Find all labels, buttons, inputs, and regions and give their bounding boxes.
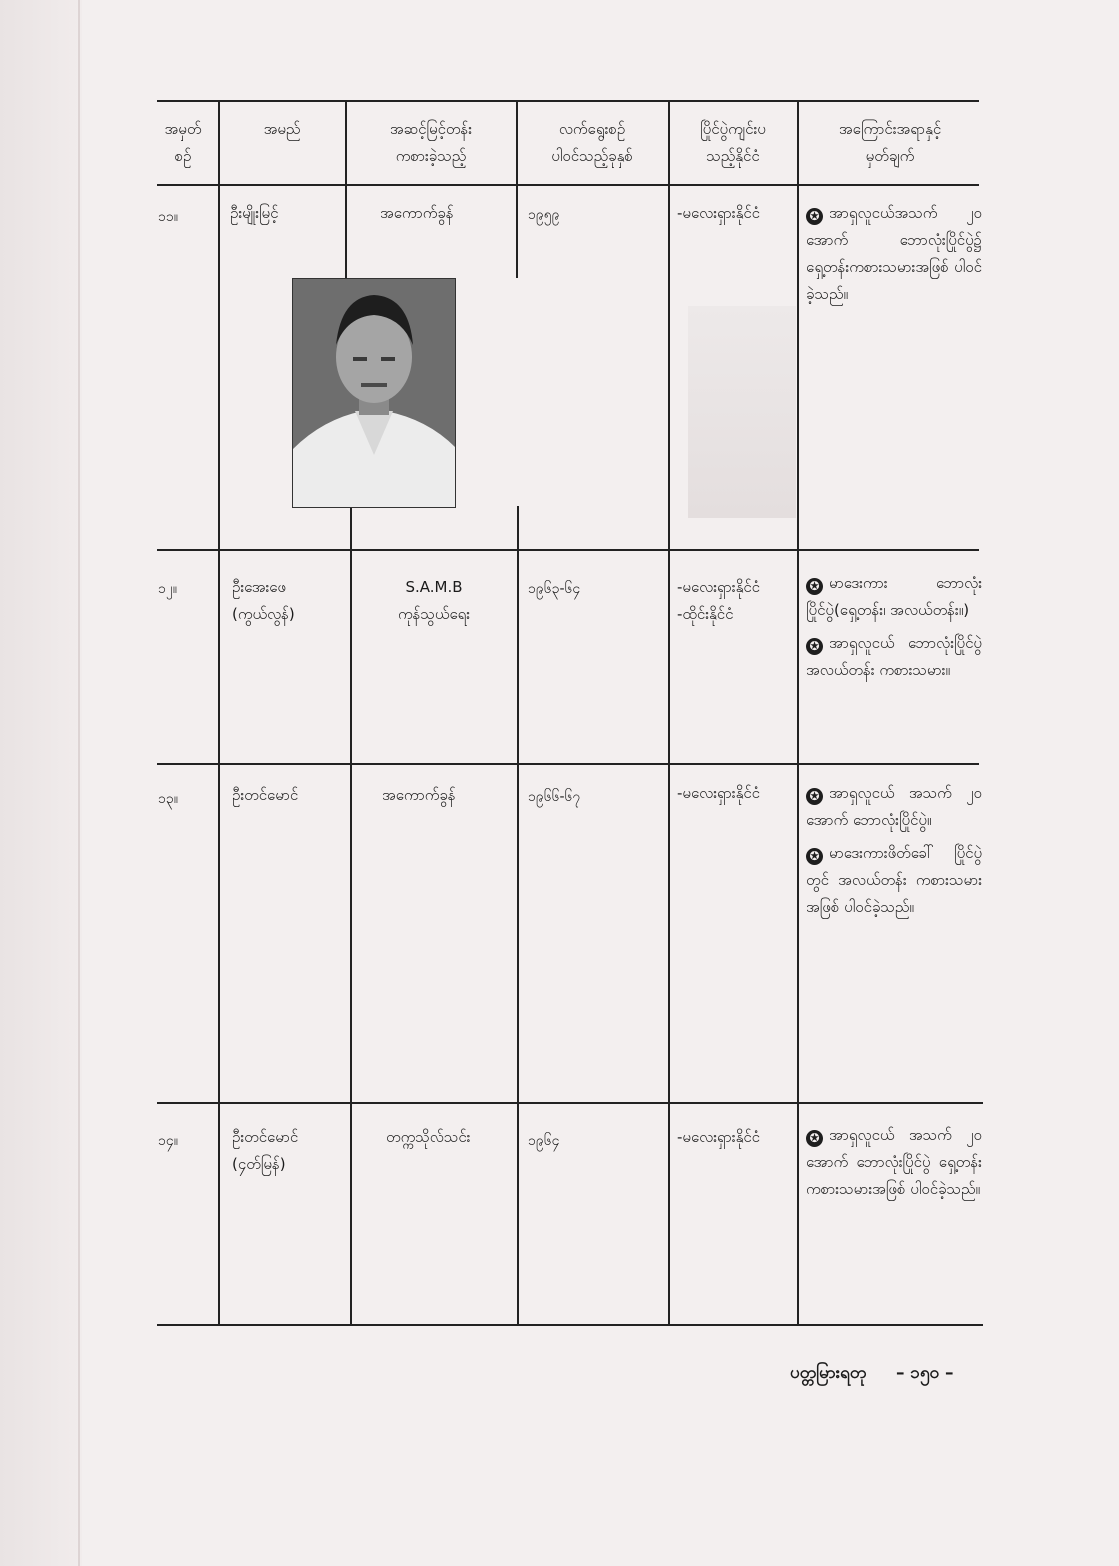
row1-country: -မလေးရှားနိုင်ငံ <box>677 204 760 222</box>
row3-remarks <box>806 780 982 927</box>
table-bottom-rule <box>157 1324 983 1326</box>
page-fold-line <box>78 0 80 1566</box>
col-divider-3b <box>517 506 519 1324</box>
row3-country: -မလေးရှားနိုင်ငံ <box>677 784 760 802</box>
row4-team: တက္ကသိုလ်သင်း <box>386 1128 471 1146</box>
remark-item: ✪ အာရှလူငယ်အသက် ၂၀ အောက် ဘောလုံးပြိုင်ပွဲ၌ ရှေ့တန်းကစားသမားအဖြစ် ပါဝင်ခဲ့သည်။ <box>806 204 982 303</box>
row4-year: ၁၉၆၄ <box>528 1133 560 1149</box>
col-divider-4 <box>668 100 670 1324</box>
star-bullet-icon: ✪ <box>806 638 823 655</box>
table-header-rule <box>157 184 979 186</box>
row2-country: -မလေးရှားနိုင်ငံ -ထိုင်းနိုင်ငံ <box>677 578 760 623</box>
row3-no: ၁၃။ <box>158 791 178 807</box>
row-rule-2 <box>157 763 979 765</box>
remark-item: ✪ အာရှလူငယ် အသက် ၂၀ အောက် ဘောလုံးပြိုင်ပွဲ။ <box>806 784 982 829</box>
col-divider-1 <box>218 100 220 1324</box>
remark-item: ✪ မာဒေးကားဖိတ်ခေါ် ပြိုင်ပွဲတွင် အလယ်တန်း ကစားသမားအဖြစ် ပါဝင်ခဲ့သည်။ <box>806 844 982 916</box>
star-bullet-icon: ✪ <box>806 1130 823 1147</box>
row1-no: ၁၁။ <box>158 209 178 225</box>
row1-year: ၁၉၅၉ <box>528 207 560 223</box>
row3-team: အကောက်ခွန် <box>382 786 456 804</box>
star-bullet-icon: ✪ <box>806 208 823 225</box>
row-rule-1 <box>157 549 979 551</box>
row4-remarks <box>806 1122 982 1209</box>
bleed-through-image <box>688 306 796 518</box>
row3-name: ဦးတင်မောင် <box>232 786 299 804</box>
footer-book-title: ပတ္တမြားရတု <box>790 1363 867 1383</box>
header-no: အမှတ် စဉ် <box>164 120 202 165</box>
star-bullet-icon: ✪ <box>806 848 823 865</box>
star-bullet-icon: ✪ <box>806 788 823 805</box>
row2-team: S.A.M.B ကုန်သွယ်ရေး <box>397 578 471 623</box>
page-number: – ၁၅၀ – <box>896 1363 954 1383</box>
portrait-silhouette <box>293 279 455 507</box>
remark-item: ✪ အာရှလူငယ် အသက် ၂၀ အောက် ဘောလုံးပြိုင်ပွဲ ရှေ့တန်းကစားသမားအဖြစ် ပါဝင်ခဲ့သည်။ <box>806 1126 982 1198</box>
row4-no: ၁၄။ <box>158 1133 178 1149</box>
row1-remarks <box>806 200 982 314</box>
row2-no: ၁၂။ <box>158 581 177 597</box>
row4-name: ဦးတင်မောင် (၄တ်မြန်) <box>232 1128 299 1173</box>
row1-name: ဦးမျိုးမြင့် <box>230 204 279 222</box>
row2-year: ၁၉၆၃-၆၄ <box>528 581 581 597</box>
table-top-rule <box>157 100 979 102</box>
row2-name: ဦးအေးဖေ (ကွယ်လွန်) <box>232 578 295 623</box>
row3-year: ၁၉၆၆-၆၇ <box>528 789 581 805</box>
row-rule-3 <box>157 1102 983 1104</box>
row4-country: -မလေးရှားနိုင်ငံ <box>677 1128 760 1146</box>
row1-team: အကောက်ခွန် <box>380 204 454 222</box>
header-remarks: အကြောင်းအရာနှင့် မှတ်ချက် <box>838 120 942 165</box>
col-divider-2b <box>350 506 352 1324</box>
header-year: လက်ရွေးစဉ် ပါဝင်သည့်ခုနှစ် <box>551 120 633 165</box>
row2-remarks <box>806 570 982 690</box>
header-name: အမည် <box>263 120 301 138</box>
page-margin-shade <box>0 0 82 1566</box>
header-country: ပြိုင်ပွဲကျင်းပ သည့်နိုင်ငံ <box>700 120 766 165</box>
portrait-photo <box>292 278 456 508</box>
col-divider-2a <box>345 100 347 278</box>
star-bullet-icon: ✪ <box>806 578 823 595</box>
remark-item: ✪ အာရှလူငယ် ဘောလုံးပြိုင်ပွဲ အလယ်တန်း ကစားသမား။ <box>806 634 982 679</box>
header-team: အဆင့်မြင့်တန်း ကစားခဲ့သည့် <box>389 120 473 165</box>
remark-item: ✪ မာဒေးကား ဘောလုံးပြိုင်ပွဲ(ရှေ့တန်း၊ အလယ်တန်း။) <box>806 574 982 619</box>
